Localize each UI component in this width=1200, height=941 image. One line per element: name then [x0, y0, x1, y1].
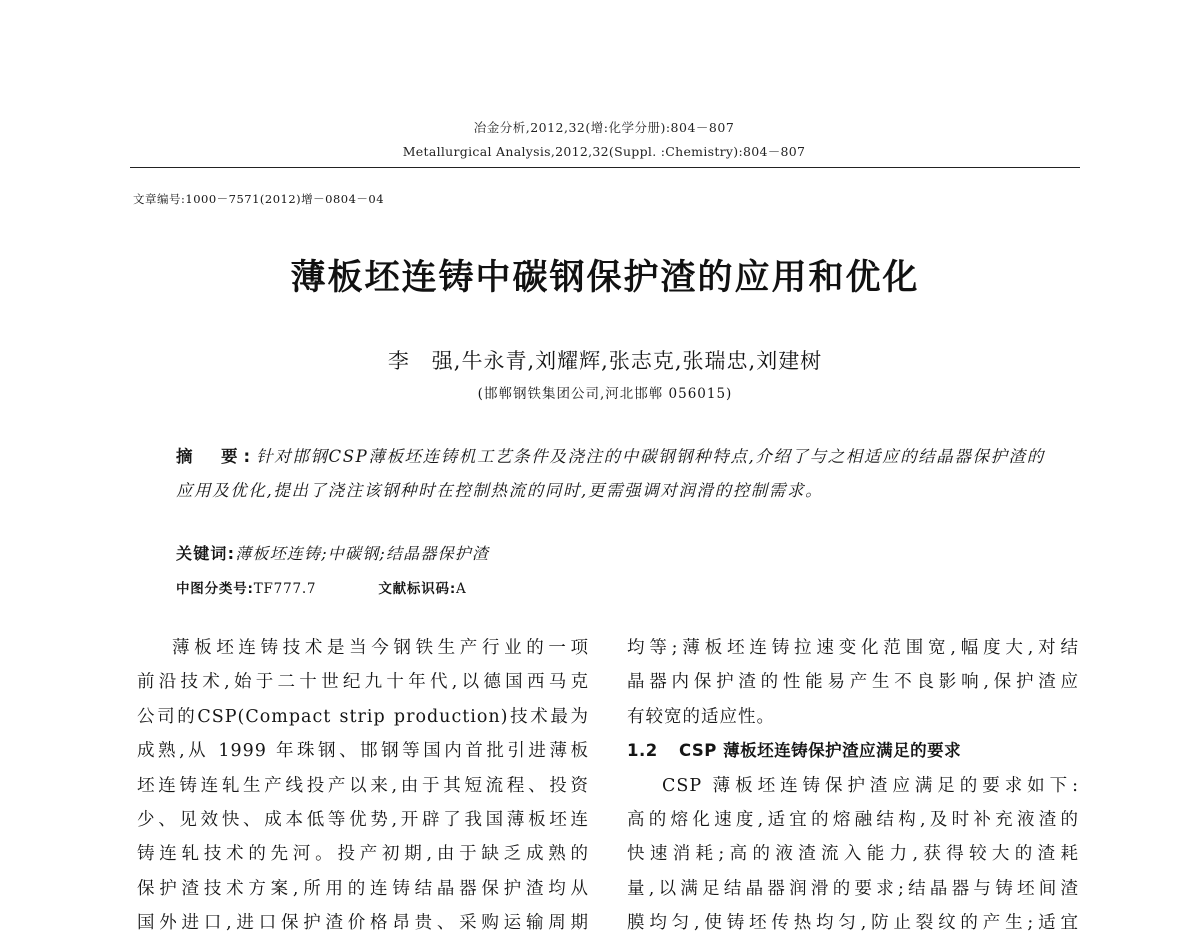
body-line: 高的熔化速度,适宜的熔融结构,及时补充液渣的 — [627, 810, 1079, 831]
body-line: 均等;薄板坯连铸拉速变化范围宽,幅度大,对结 — [627, 638, 1079, 658]
body-line: 膜均匀,使铸坯传热均匀,防止裂纹的产生;适宜 — [627, 913, 1079, 934]
header-divider — [130, 167, 1080, 168]
journal-citation-cn: 冶金分析,2012,32(增:化学分册):804－807 — [473, 120, 735, 135]
body-line: 量,以满足结晶器润滑的要求;结晶器与铸坯间渣 — [627, 878, 1079, 899]
section-heading — [627, 734, 1079, 768]
paper-title: 薄板坯连铸中碳钢保护渣的应用和优化 — [290, 258, 920, 298]
body-line: 坯连铸连轧生产线投产以来,由于其短流程、投资 — [137, 775, 589, 796]
body-line: 晶器内保护渣的性能易产生不良影响,保护渣应 — [627, 672, 1079, 693]
author-list: 李 强,牛永青,刘耀辉,张志克,张瑞忠,刘建树 — [387, 349, 823, 373]
affiliation: (邯郸钢铁集团公司,河北邯郸 056015) — [477, 386, 733, 402]
body-line: 成熟,从 1999 年珠钢、邯钢等国内首批引进薄板 — [137, 741, 589, 762]
body-line: CSP 薄板坯连铸保护渣应满足的要求如下: — [662, 775, 1079, 796]
section-title: CSP 薄板坯连铸保护渣应满足的要求 — [679, 741, 962, 761]
body-left-column — [137, 631, 589, 941]
body-right-column — [627, 631, 1079, 941]
article-number: 文章编号:1000－7571(2012)增－0804－04 — [133, 192, 385, 206]
body-line: 快速消耗;高的液渣流入能力,获得较大的渣耗 — [627, 844, 1079, 865]
body-line: 铸连轧技术的先河。投产初期,由于缺乏成熟的 — [137, 844, 589, 865]
body-line: 少、见效快、成本低等优势,开辟了我国薄板坯连 — [137, 810, 589, 831]
section-number: 1.2 — [627, 741, 658, 761]
classification-line — [176, 577, 467, 597]
journal-citation-en: Metallurgical Analysis,2012,32(Suppl. :Chemistry):804－807 — [402, 144, 806, 159]
body-line: 薄板坯连铸技术是当今钢铁生产行业的一项 — [172, 638, 589, 658]
clc-value: TF777.7 — [253, 581, 317, 597]
abstract-text: 针对邯钢CSP薄板坯连铸机工艺条件及浇注的中碳钢钢种特点,介绍了与之相适应的结晶器保护渣的应用及优化,提出了浇注该钢种时在控制热流的同时,更需强调对润滑的控制需求。 — [176, 447, 1045, 500]
body-line: 前沿技术,始于二十世纪九十年代,以德国西马克 — [137, 672, 589, 693]
keywords-label: 关键词: — [176, 544, 236, 563]
body-line: 国外进口,进口保护渣价格昂贵、采购运输周期 — [137, 913, 589, 934]
keywords-text: 薄板坯连铸;中碳钢;结晶器保护渣 — [235, 544, 490, 563]
body-line: 公司的CSP(Compact strip production)技术最为 — [137, 706, 589, 727]
abstract-label: 摘 要: — [176, 447, 257, 466]
body-line: 保护渣技术方案,所用的连铸结晶器保护渣均从 — [137, 878, 589, 899]
doc-code-value: A — [456, 581, 467, 597]
abstract — [176, 440, 1046, 508]
doc-code-label: 文献标识码: — [378, 581, 457, 597]
clc-label: 中图分类号: — [176, 581, 254, 597]
body-line: 有较宽的适应性。 — [627, 706, 775, 727]
keywords — [176, 541, 489, 564]
